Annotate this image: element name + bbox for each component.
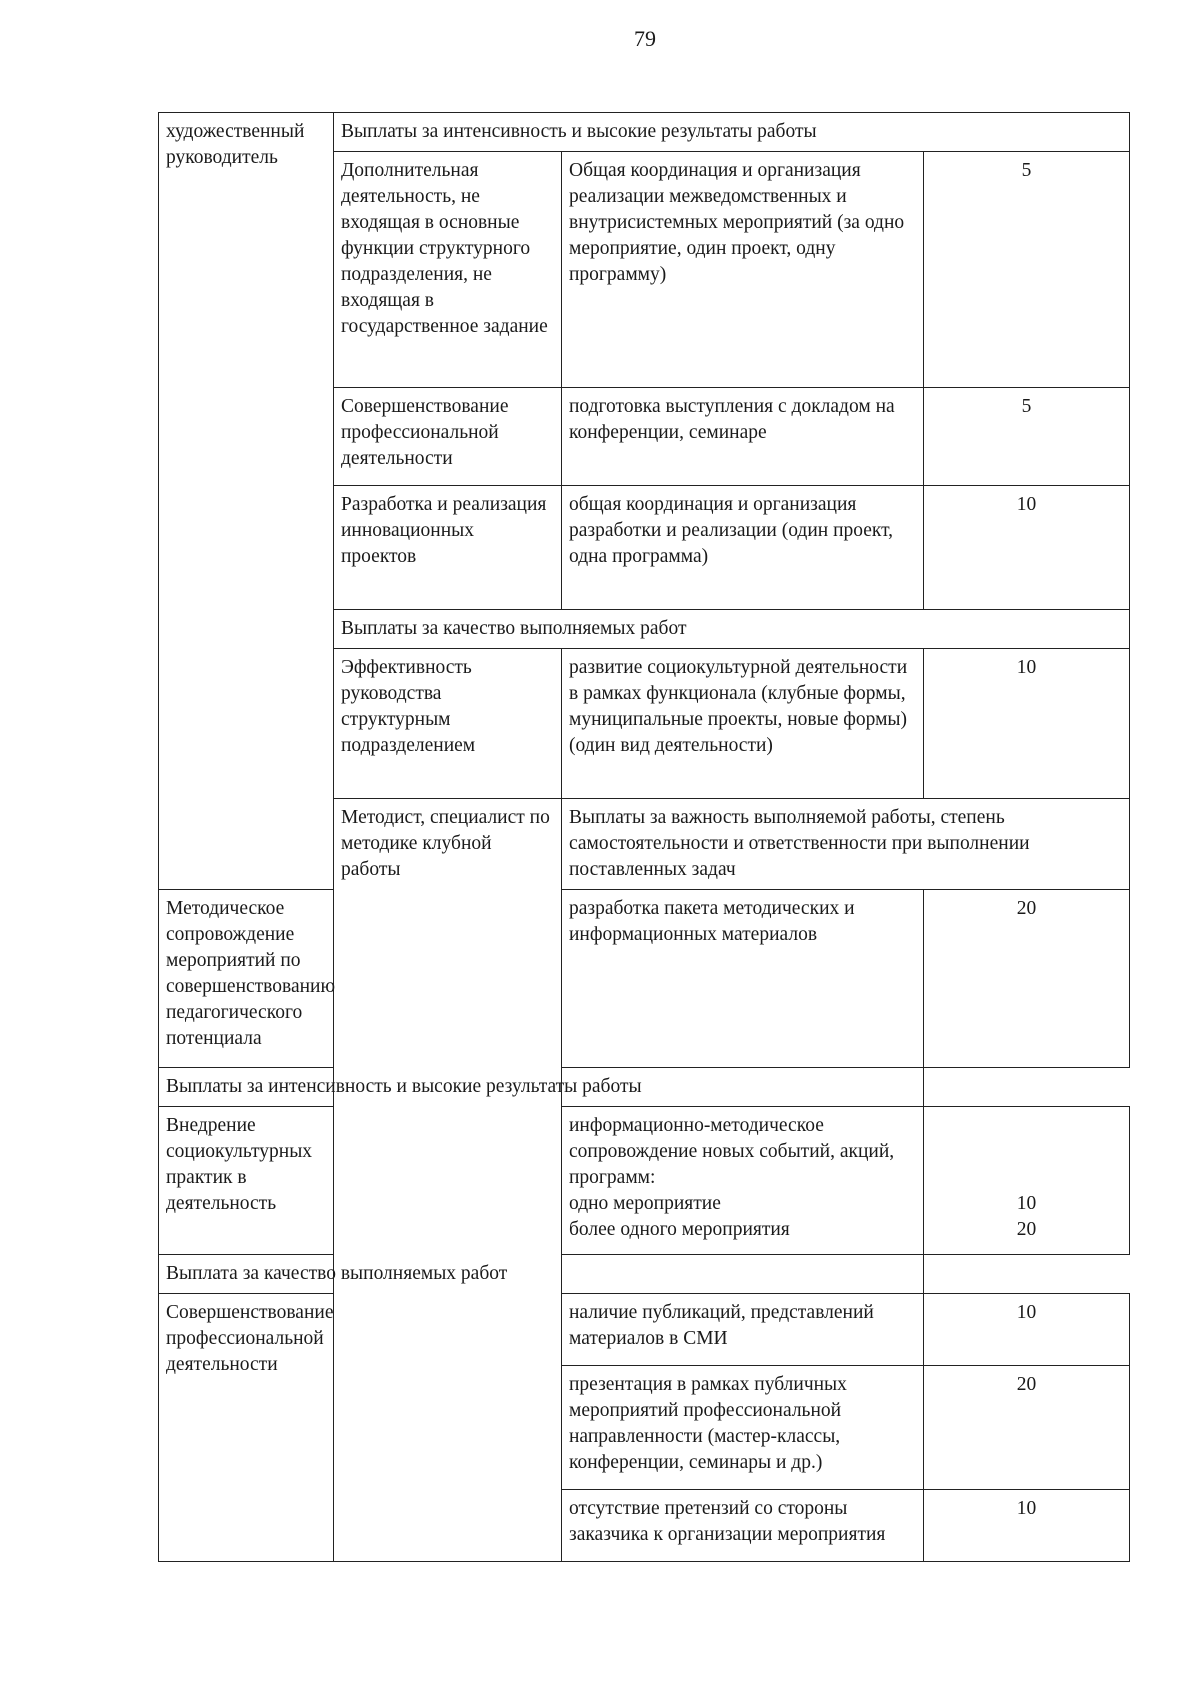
table-row [159,1068,1130,1107]
indicator-text: информационно-методическое сопровождение новых событий, акций, программ: [569,1115,895,1188]
section-heading: Выплаты за интенсивность и высокие результаты работы [159,1068,924,1107]
position-cell [334,799,562,1562]
section-heading: Выплата за качество выполняемых работ [159,1255,924,1294]
points-cell: 10 [924,649,1130,799]
criterion-cell: Совершенствование профессиональной деятельности [334,388,562,486]
option-points: 10 [1016,1193,1037,1214]
criterion-cell: Методическое сопровождение мероприятий по совершенствованию педагогического потенциала [159,890,334,1068]
indicator-cell: презентация в рамках публичных мероприятий профессиональной направленности (мастер-классы, конференции, семинары и др.) [562,1366,924,1490]
criterion-cell: Разработка и реализация инновационных проектов [334,486,562,610]
position-title: художественный руководитель [166,121,305,168]
page-number: 79 [634,26,656,51]
criterion-cell: Внедрение социокультурных практик в деятельность [159,1107,334,1255]
option-text: одно мероприятие [569,1193,721,1214]
option-points: 20 [1016,1219,1037,1240]
points-cell: 10 [924,1294,1130,1366]
points-cell: 5 [924,152,1130,388]
criterion-cell: Совершенствование профессиональной деятельности [159,1294,334,1562]
points-cell: 10 [924,486,1130,610]
table-row [159,1255,1130,1294]
table-row [159,890,1130,1068]
table-row [159,113,1130,152]
indicator-cell: наличие публикаций, представлений материалов в СМИ [562,1294,924,1366]
payments-table [158,112,1130,1562]
points-cell [924,1107,1130,1255]
position-title: Методист, специалист по методике клубной работы [341,807,550,880]
section-heading: Выплаты за интенсивность и высокие результаты работы [334,113,1130,152]
indicator-cell: Общая координация и организация реализации межведомственных и внутрисистемных мероприятий (за одно мероприятие, один проект, одну программу) [562,152,924,388]
section-heading: Выплаты за важность выполняемой работы, степень самостоятельности и ответственности при выполнении поставленных задач [562,799,1130,890]
table-row [159,1107,1130,1255]
option-text: более одного мероприятия [569,1219,790,1240]
points-cell: 20 [924,890,1130,1068]
indicator-cell [562,1107,924,1255]
criterion-cell: Дополнительная деятельность, не входящая в основные функции структурного подразделения, не входящая в государственное задание [334,152,562,388]
points-cell: 20 [924,1366,1130,1490]
criterion-cell: Эффективность руководства структурным подразделением [334,649,562,799]
indicator-cell: разработка пакета методических и информационных материалов [562,890,924,1068]
points-cell: 5 [924,388,1130,486]
indicator-cell: отсутствие претензий со стороны заказчика к организации мероприятия [562,1490,924,1562]
table-row [159,1294,1130,1366]
position-cell [159,113,334,890]
section-heading: Выплаты за качество выполняемых работ [334,610,1130,649]
points-cell: 10 [924,1490,1130,1562]
indicator-cell: развитие социокультурной деятельности в рамках функционала (клубные формы, муниципальные проекты, новые формы) (один вид деятельности) [562,649,924,799]
indicator-cell: общая координация и организация разработки и реализации (один проект, одна программа) [562,486,924,610]
indicator-cell: подготовка выступления с докладом на конференции, семинаре [562,388,924,486]
